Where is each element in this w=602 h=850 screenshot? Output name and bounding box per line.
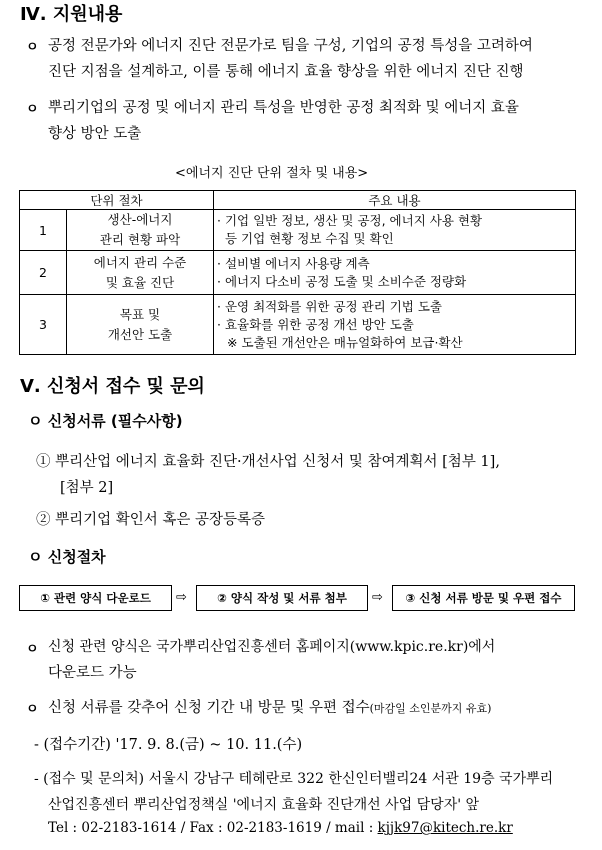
row-content-line: · 에너지 다소비 공정 도출 및 소비수준 정량화 bbox=[217, 273, 467, 289]
table-row bbox=[20, 210, 576, 251]
contact-line-3 bbox=[48, 820, 513, 836]
row-step-line: 에너지 관리 수준 bbox=[93, 254, 187, 270]
section-4-title: Ⅳ. 지원내용 bbox=[20, 4, 123, 25]
download-info-line-1: 신청 관련 양식은 국가뿌리산업진흥센터 홈페이지(www.kpic.re.kr)에서 bbox=[48, 639, 496, 655]
arrow-right-icon: ⇨ bbox=[372, 590, 383, 605]
table-header-row bbox=[20, 191, 576, 210]
row-step-line: 관리 현황 파악 bbox=[99, 232, 181, 247]
row-content-line: 등 기업 현황 정보 수집 및 확인 bbox=[225, 231, 394, 246]
contact-phone-fax: Tel : 02-2183-1614 / Fax : 02-2183-1619 / mail : bbox=[48, 820, 378, 836]
row-content-line: · 운영 최적화를 위한 공정 관리 기법 도출 bbox=[217, 298, 442, 314]
row-content bbox=[214, 210, 576, 251]
row-step bbox=[67, 210, 214, 251]
step-3-box: ③ 신청 서류 방문 및 우편 접수 bbox=[392, 585, 575, 611]
row-content-line: · 설비별 에너지 사용량 계측 bbox=[217, 255, 370, 271]
row-content-line: · 효율화를 위한 공정 개선 방안 도출 bbox=[217, 316, 414, 332]
table-row bbox=[20, 251, 576, 295]
header-unit-step: 단위 절차 bbox=[20, 191, 214, 210]
header-main-content: 주요 내용 bbox=[214, 191, 576, 210]
row-content bbox=[214, 251, 576, 295]
deadline-note: (마감일 소인분까지 유효) bbox=[369, 702, 492, 715]
row-step-line: 개선안 도출 bbox=[107, 326, 173, 342]
row-number: 2 bbox=[20, 251, 67, 295]
energy-diagnosis-table bbox=[19, 190, 576, 355]
row-number: 1 bbox=[20, 210, 67, 251]
section-5-title: Ⅴ. 신청서 접수 및 문의 bbox=[20, 376, 205, 397]
row-step-line: 목표 및 bbox=[119, 306, 161, 322]
submission-info-main: 신청 서류를 갖추어 신청 기간 내 방문 및 우편 접수 bbox=[48, 700, 370, 716]
document-1-line-1: ① 뿌리산업 에너지 효율화 진단·개선사업 신청서 및 참여계획서 [첨부 1], bbox=[36, 454, 500, 470]
contact-email-link[interactable]: kjjk97@kitech.re.kr bbox=[377, 820, 513, 836]
bullet-icon: ㅇ bbox=[26, 40, 39, 55]
row-step bbox=[67, 295, 214, 355]
procedure-title: ㅇ 신청절차 bbox=[28, 548, 106, 566]
bullet-icon: ㅇ bbox=[26, 702, 39, 717]
support-paragraph-1-line-2: 진단 지점을 설계하고, 이를 통해 에너지 효율 향상을 위한 에너지 진단 진행 bbox=[48, 64, 524, 80]
table-caption: <에너지 진단 단위 절차 및 내용> bbox=[175, 166, 369, 181]
bullet-icon: ㅇ bbox=[26, 642, 39, 657]
application-period: - (접수기간) '17. 9. 8.(금) ~ 10. 11.(수) bbox=[34, 737, 303, 753]
row-content bbox=[214, 295, 576, 355]
contact-line-2: 산업진흥센터 뿌리산업정책실 '에너지 효율화 진단개선 사업 담당자' 앞 bbox=[48, 797, 480, 813]
support-paragraph-2-line-2: 향상 방안 도출 bbox=[48, 126, 142, 142]
row-content-line: ※ 도출된 개선안은 매뉴얼화하여 보급·확산 bbox=[227, 334, 463, 350]
document-1-line-2: [첨부 2] bbox=[60, 480, 114, 496]
step-1-box: ① 관련 양식 다운로드 bbox=[19, 585, 172, 611]
bullet-icon: ㅇ bbox=[26, 102, 39, 117]
required-documents-title: ㅇ 신청서류 (필수사항) bbox=[28, 412, 183, 430]
row-content-line: · 기업 일반 정보, 생산 및 공정, 에너지 사용 현황 bbox=[217, 213, 483, 228]
step-2-box: ② 양식 작성 및 서류 첨부 bbox=[196, 585, 368, 611]
table-row bbox=[20, 295, 576, 355]
support-paragraph-1-line-1: 공정 전문가와 에너지 진단 전문가로 팀을 구성, 기업의 공정 특성을 고려하여 bbox=[48, 38, 533, 54]
contact-line-1: - (접수 및 문의처) 서울시 강남구 테헤란로 322 한신인터밸리24 서관 19층 국가뿌리 bbox=[34, 771, 554, 787]
support-paragraph-2-line-1: 뿌리기업의 공정 및 에너지 관리 특성을 반영한 공정 최적화 및 에너지 효율 bbox=[48, 100, 519, 116]
row-step-line: 생산-에너지 bbox=[107, 212, 173, 227]
row-step bbox=[67, 251, 214, 295]
arrow-right-icon: ⇨ bbox=[176, 590, 187, 605]
row-step-line: 및 효율 진단 bbox=[105, 274, 175, 290]
submission-info bbox=[48, 696, 491, 717]
download-info-line-2: 다운로드 가능 bbox=[48, 665, 137, 681]
row-number: 3 bbox=[20, 295, 67, 355]
document-2: ② 뿌리기업 확인서 혹은 공장등록증 bbox=[36, 512, 266, 528]
